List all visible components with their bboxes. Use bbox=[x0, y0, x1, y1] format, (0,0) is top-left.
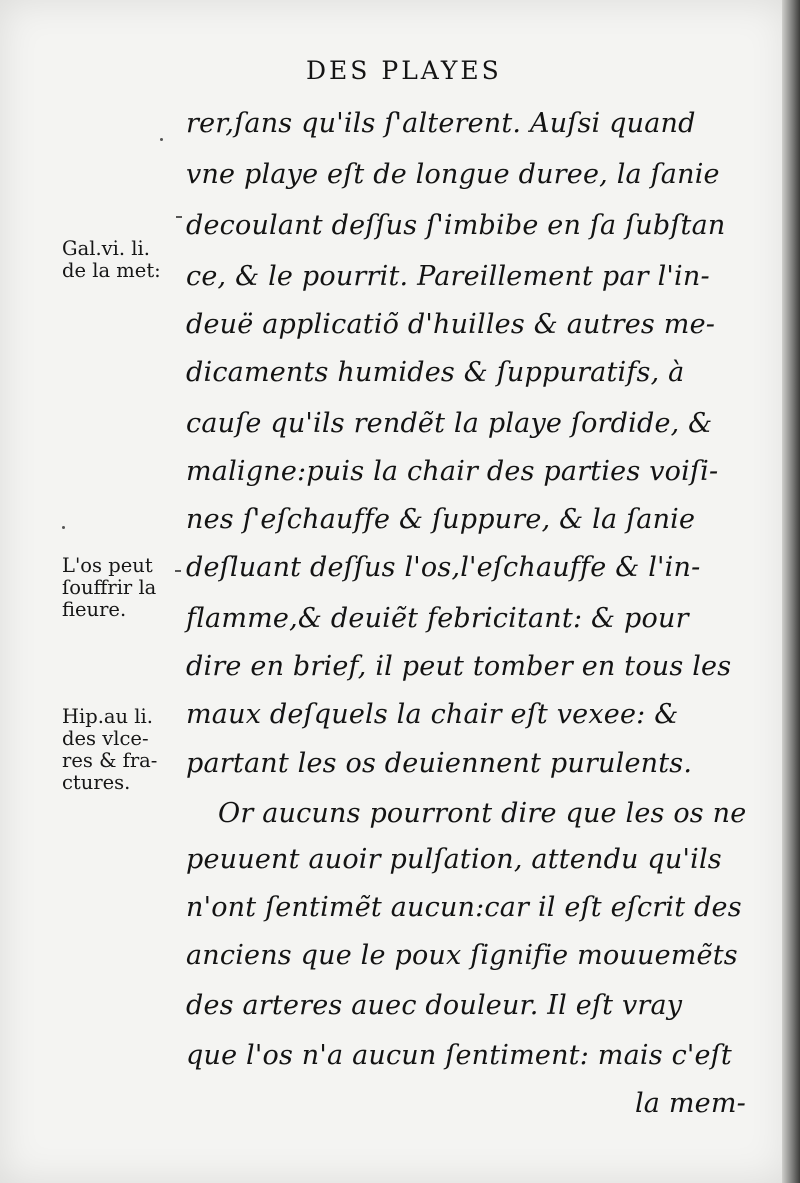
margin-mark bbox=[176, 216, 182, 218]
text-line: que l'os n'a aucun ſentiment: mais c'eſt bbox=[186, 1040, 732, 1071]
text-line: n'ont ſentimẽt aucun:car il eſt eſcrit des bbox=[186, 892, 742, 923]
text-line: nes ſ'eſchauffe & ſuppure, & la ſanie bbox=[186, 504, 696, 535]
text-line: flamme,& deuiẽt febricitant: & pour bbox=[186, 603, 689, 634]
margin-note-line: res & fra- bbox=[62, 749, 158, 772]
margin-note-line: des vlce- bbox=[62, 727, 149, 750]
margin-note-line: fieure. bbox=[62, 598, 127, 621]
text-line: rer,ſans qu'ils ſ'alterent. Auſsi quand bbox=[186, 108, 696, 139]
margin-note-line: de la met: bbox=[62, 259, 161, 282]
text-line: anciens que le poux ſignifie mouuemẽts bbox=[186, 940, 738, 971]
text-line: ce, & le pourrit. Pareillement par l'in- bbox=[186, 261, 710, 292]
text-line: dire en brief, il peut tomber en tous les bbox=[186, 651, 732, 682]
margin-note-galen bbox=[62, 238, 184, 282]
margin-note-hippocrates bbox=[62, 706, 184, 794]
text-line: decoulant deſſus ſ'imbibe en ſa ſubſtan bbox=[186, 210, 726, 241]
text-line: deſluant deſſus l'os,l'eſchauffe & l'in- bbox=[186, 552, 701, 583]
text-line: dicaments humides & ſuppuratifs, à bbox=[186, 357, 685, 388]
margin-mark bbox=[160, 138, 163, 141]
margin-note-line: Gal.vi. li. bbox=[62, 237, 150, 260]
text-line: cauſe qu'ils rendẽt la playe ſordide, & bbox=[186, 408, 713, 439]
margin-mark bbox=[175, 570, 181, 572]
margin-mark bbox=[62, 526, 65, 529]
margin-note-fever bbox=[62, 555, 184, 621]
text-line: vne playe eſt de longue duree, la ſanie bbox=[186, 159, 720, 190]
text-line: deuë applicatiõ d'huilles & autres me- bbox=[186, 309, 716, 340]
text-line: partant les os deuiennent purulents. bbox=[186, 748, 693, 779]
text-line: peuuent auoir pulſation, attendu qu'ils bbox=[186, 844, 722, 875]
paragraph-start-line: Or aucuns pourront dire que les os ne bbox=[218, 798, 747, 829]
margin-note-line: L'os peut bbox=[62, 554, 153, 577]
book-gutter bbox=[782, 0, 800, 1183]
margin-note-line: ctures. bbox=[62, 771, 131, 794]
catchword-line: la mem- bbox=[634, 1088, 746, 1119]
margin-note-line: ſouffrir la bbox=[62, 576, 157, 599]
running-title: DES PLAYES bbox=[306, 56, 502, 85]
margin-note-line: Hip.au li. bbox=[62, 705, 153, 728]
text-line: des arteres auec douleur. Il eſt vray bbox=[186, 990, 683, 1021]
text-line: maux deſquels la chair eſt vexee: & bbox=[186, 699, 679, 730]
text-line: maligne:puis la chair des parties voiſi- bbox=[186, 456, 719, 487]
